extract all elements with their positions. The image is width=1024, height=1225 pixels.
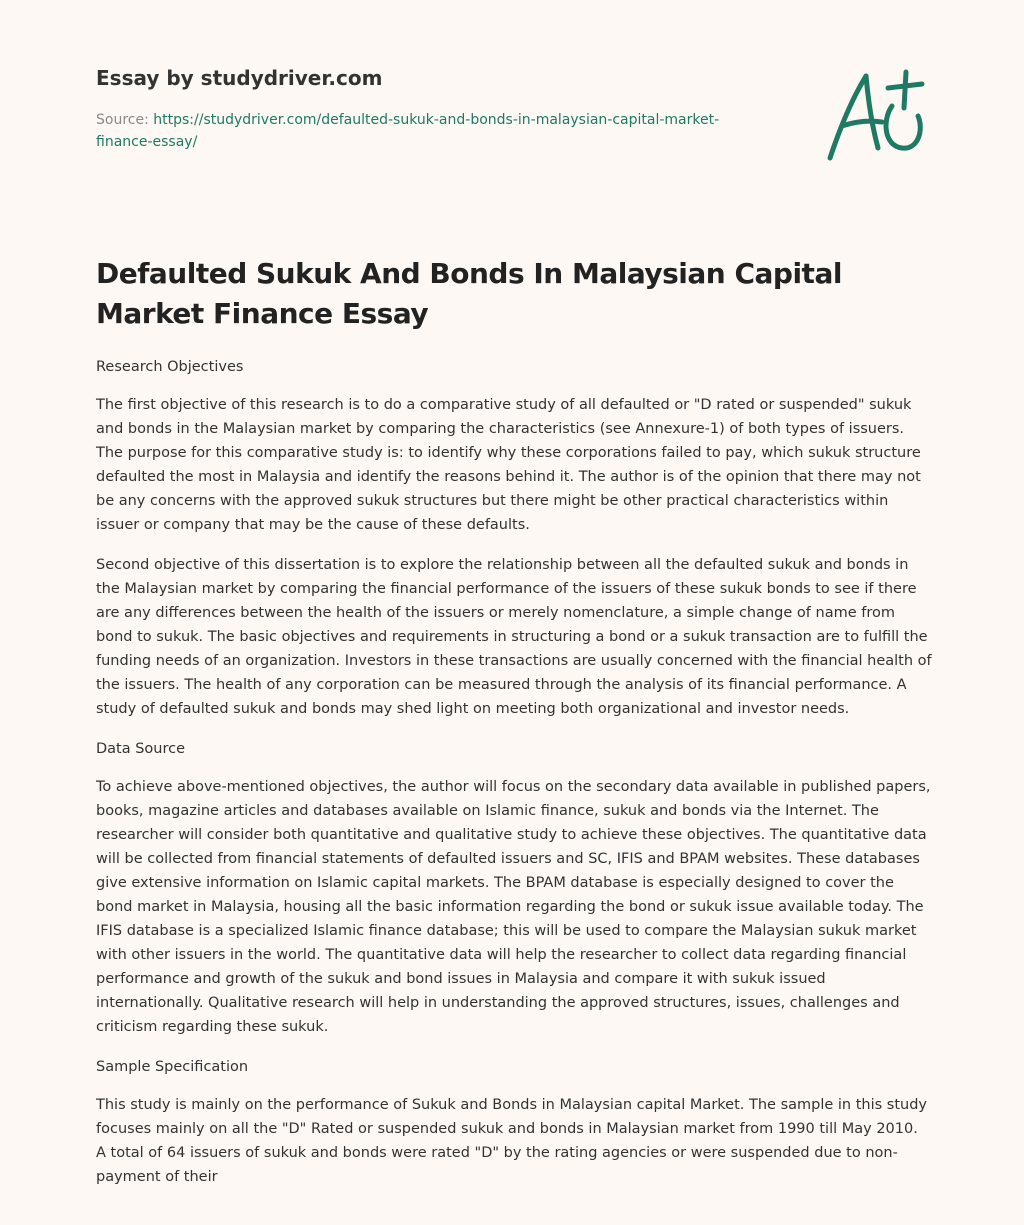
section-heading: Data Source [96, 741, 186, 757]
essay-body [96, 355, 932, 1205]
paragraph: The first objective of this research is to do a comparative study of all defaulted or "D rated or suspended" sukuk and bonds in the Malaysian market by comparing the characteristics (see Annexure-1) of both types of issuers. The purpose for this comparative study is: to identify why these corporations failed to pay, which sukuk structure defaulted the most in Malaysia and identify the reasons behind it. The author is of the opinion that there may not be any concerns with the approved sukuk structures but there might be other practical characteristics within issuer or company that may be the cause of these defaults. [96, 397, 921, 533]
essay-title: Defaulted Sukuk And Bonds In Malaysian Capital Market Finance Essay [96, 257, 842, 330]
page-header [96, 64, 736, 153]
paragraph: Second objective of this dissertation is to explore the relationship between all the defaulted sukuk and bonds in the Malaysian market by comparing the financial performance of the issuers of these sukuk bonds to see if there are any differences between the health of the issuers or merely nomenclature, a simple change of name from bond to sukuk. The basic objectives and requirements in structuring a bond or a sukuk transaction are to fulfill the funding needs of an organization. Investors in these transactions are usually concerned with the financial health of the issuers. The health of any corporation can be measured through the analysis of its financial performance. A study of defaulted sukuk and bonds may shed light on meeting both organizational and investor needs. [96, 557, 932, 717]
a-plus-logo-icon [822, 68, 926, 164]
site-title: Essay by studydriver.com [96, 66, 383, 90]
section-heading: Sample Specification [96, 1059, 249, 1075]
source-link[interactable]: https://studydriver.com/defaulted-sukuk-and-bonds-in-malaysian-capital-market-finance-essay/ [96, 112, 720, 150]
source-label: Source: [96, 112, 149, 128]
paragraph: This study is mainly on the performance of Sukuk and Bonds in Malaysian capital Market. The sample in this study focuses mainly on all the "D" Rated or suspended sukuk and bonds in Malaysian market from 1990 till May 2010. A total of 64 issuers of sukuk and bonds were rated "D" by the rating agencies or were suspended due to non-payment of their [96, 1097, 928, 1185]
paragraph: To achieve above-mentioned objectives, the author will focus on the secondary data available in published papers, books, magazine articles and databases available on Islamic finance, sukuk and bonds via the Internet. The researcher will consider both quantitative and qualitative study to achieve these objectives. The quantitative data will be collected from financial statements of defaulted issuers and SC, IFIS and BPAM websites. These databases give extensive information on Islamic capital markets. The BPAM database is especially designed to cover the bond market in Malaysia, housing all the basic information regarding the bond or sukuk issue available today. The IFIS database is a specialized Islamic finance database; this will be used to compare the Malaysian sukuk market with other issuers in the world. The quantitative data will help the researcher to collect data regarding financial performance and growth of the sukuk and bond issues in Malaysia and compare it with sukuk issued internationally. Qualitative research will help in understanding the approved structures, issues, challenges and criticism regarding these sukuk. [96, 779, 931, 1035]
section-heading: Research Objectives [96, 359, 244, 375]
source-line [96, 109, 736, 153]
